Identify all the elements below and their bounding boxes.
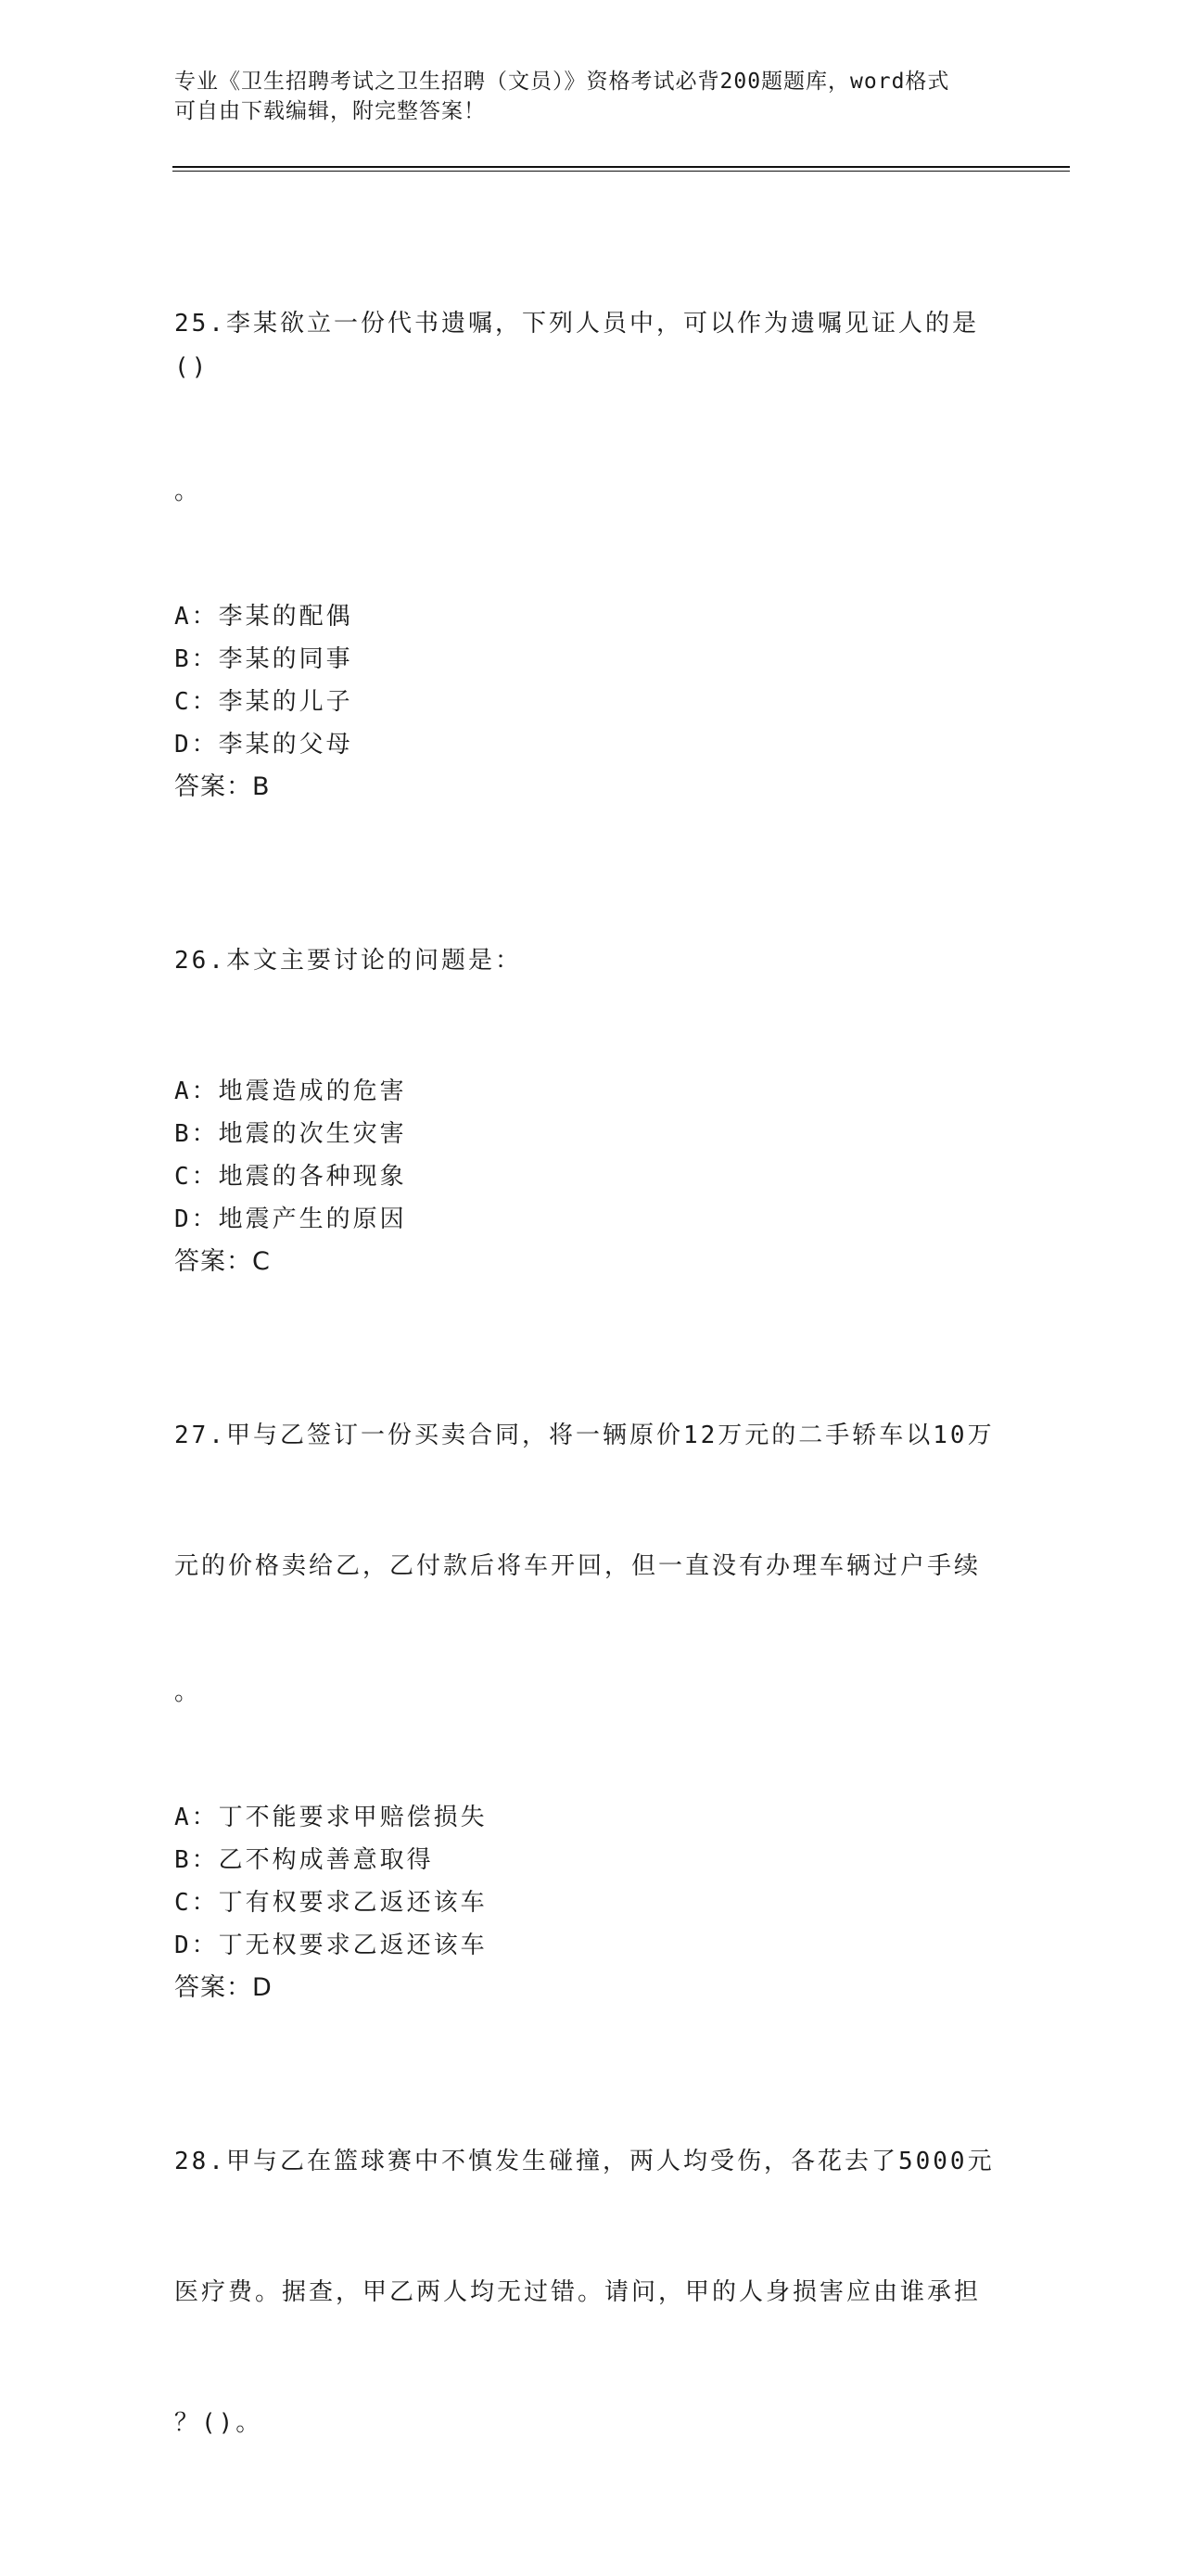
option-d: D：李某的父母 bbox=[174, 731, 353, 759]
question-stem bbox=[174, 852, 1009, 1070]
question-stem bbox=[174, 2053, 1009, 2532]
header-divider-thin bbox=[172, 171, 1070, 172]
option-b: B：地震的次生灾害 bbox=[174, 1120, 407, 1148]
stem-line: 。 bbox=[174, 478, 202, 505]
option-a: A：丁不能要求甲赔偿损失 bbox=[174, 1804, 488, 1831]
option-a: A：地震造成的危害 bbox=[174, 1078, 407, 1105]
question-26 bbox=[174, 852, 1009, 1283]
question-27 bbox=[174, 1327, 1009, 2009]
stem-line: 25.李某欲立一份代书遗嘱，下列人员中，可以作为遗嘱见证人的是() bbox=[174, 310, 979, 381]
option-c: C：李某的儿子 bbox=[174, 688, 353, 716]
stem-line: 26.本文主要讨论的问题是： bbox=[174, 947, 522, 975]
stem-line: 27.甲与乙签订一份买卖合同，将一辆原价12万元的二手轿车以10万 bbox=[174, 1422, 995, 1449]
option-d: D：地震产生的原因 bbox=[174, 1205, 407, 1233]
option-d: D：丁无权要求乙返还该车 bbox=[174, 1932, 488, 1959]
stem-line: 。 bbox=[174, 1678, 202, 1706]
stem-line: 28.甲与乙在篮球赛中不慎发生碰撞，两人均受伤，各花去了5000元 bbox=[174, 2148, 995, 2175]
header-line-2: 可自由下载编辑，附完整答案！ bbox=[174, 99, 486, 123]
stem-line: 医疗费。据查，甲乙两人均无过错。请问，甲的人身损害应由谁承担 bbox=[174, 2278, 982, 2306]
option-c: C：丁有权要求乙返还该车 bbox=[174, 1889, 488, 1917]
option-b: B：李某的同事 bbox=[174, 645, 353, 673]
option-b: B：乙不构成善意取得 bbox=[174, 1846, 434, 1874]
answer-label: 答案：C bbox=[174, 1247, 271, 1276]
header-divider bbox=[172, 166, 1070, 168]
question-stem bbox=[174, 1327, 1009, 1796]
question-list bbox=[174, 215, 1009, 2576]
answer-label: 答案：D bbox=[174, 1973, 273, 2002]
question-28 bbox=[174, 2053, 1009, 2532]
header-line-1: 专业《卫生招聘考试之卫生招聘（文员）》资格考试必背200题题库，word格式 bbox=[174, 70, 950, 94]
stem-line: ？()。 bbox=[174, 2409, 263, 2437]
stem-line: 元的价格卖给乙，乙付款后将车开回，但一直没有办理车辆过户手续 bbox=[174, 1552, 982, 1580]
document-header bbox=[174, 67, 990, 126]
option-c: C：地震的各种现象 bbox=[174, 1163, 407, 1191]
question-stem bbox=[174, 215, 1009, 595]
question-25 bbox=[174, 215, 1009, 809]
option-a: A：李某的配偶 bbox=[174, 603, 353, 631]
answer-label: 答案：B bbox=[174, 772, 271, 801]
